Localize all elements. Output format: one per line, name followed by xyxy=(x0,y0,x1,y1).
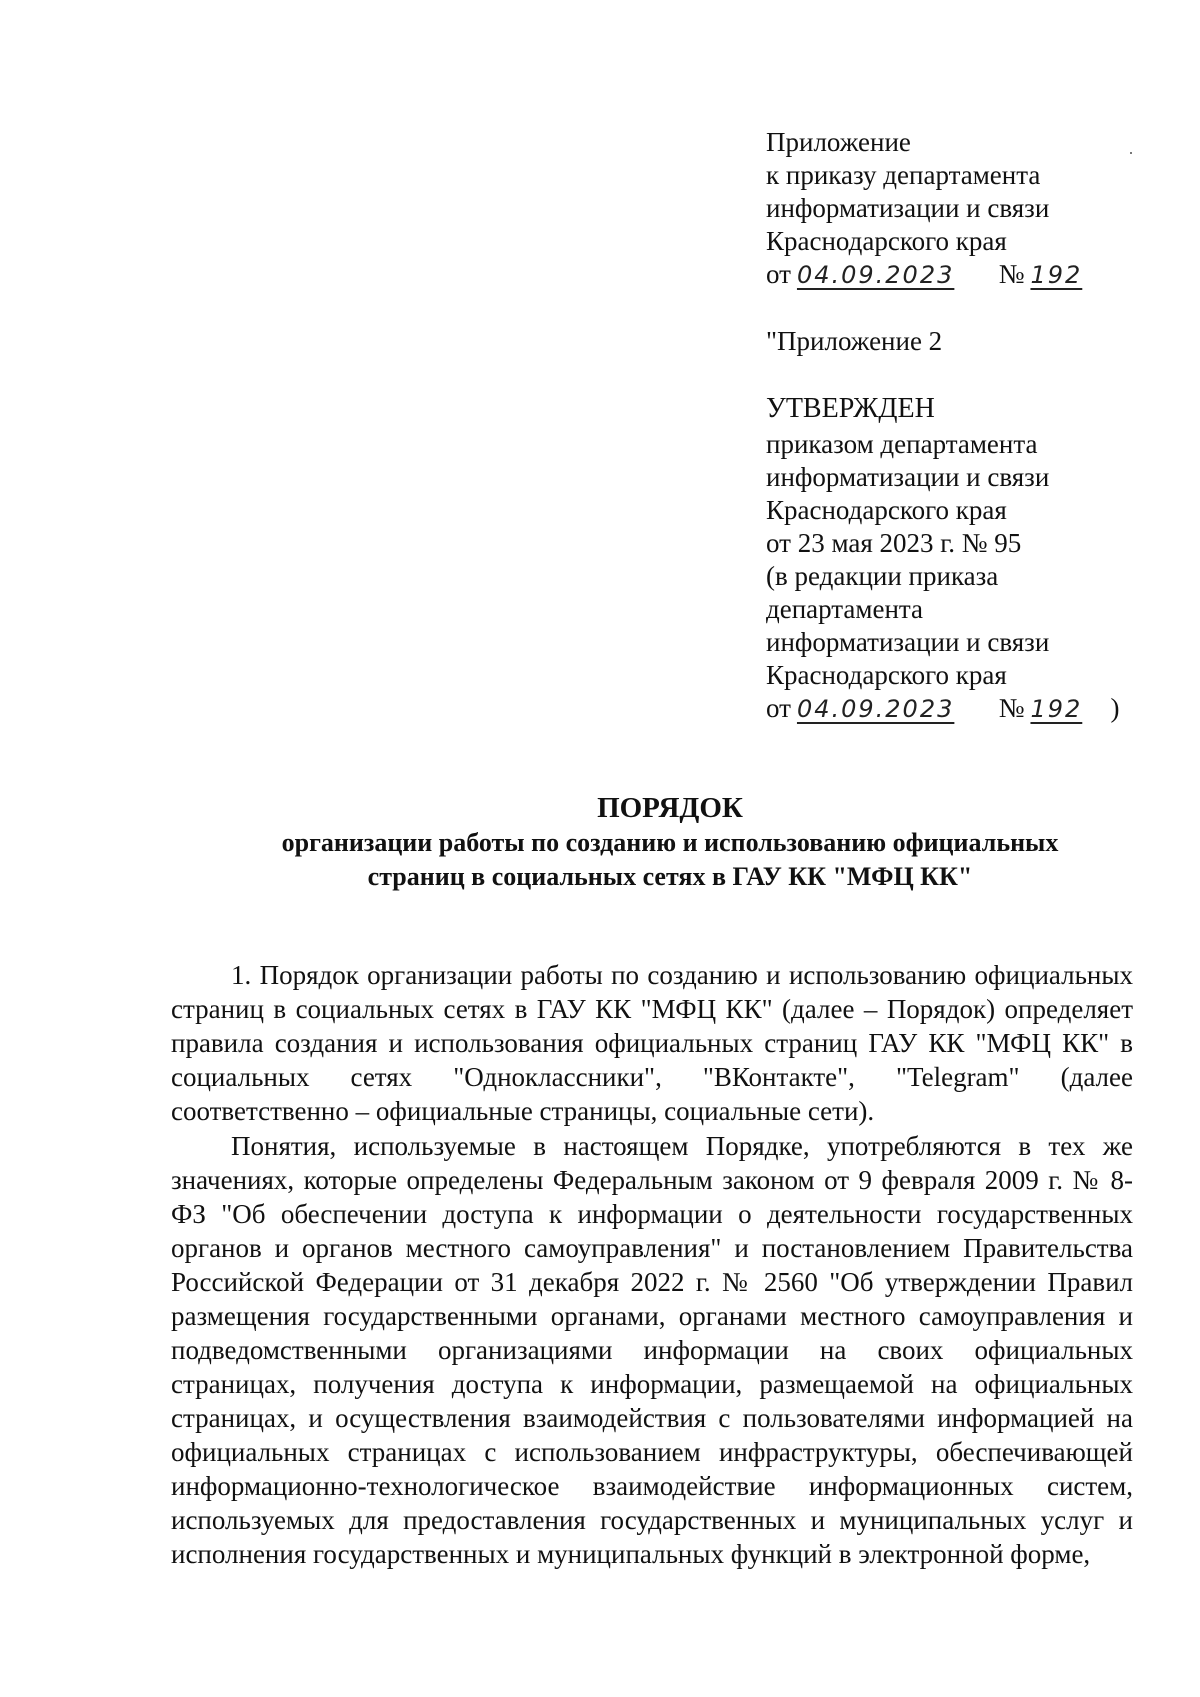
document-title xyxy=(170,790,1170,894)
approved-line: приказом департамента xyxy=(766,429,1038,459)
document-body xyxy=(171,958,1133,1571)
annex-date-line xyxy=(766,258,1110,292)
title-subtitle-line: страниц в социальных сетях в ГАУ КК "МФЦ КК" xyxy=(367,862,973,891)
approved-line: Краснодарского края xyxy=(766,660,1007,690)
paragraph: Понятия, используемые в настоящем Порядке, употребляются в тех же значениях, которые определены Федеральным законом от 9 февраля 2009 г. № 8-ФЗ "Об обеспечении доступа к информации о деятельности государственных органов и органов местного самоуправления" и постановлением Правительства Российской Федерации от 31 декабря 2022 г. № 2560 "Об утверждении Правил размещения государственными органами, органами местного самоуправления и подведомственными организациями информации на своих официальных страницах, получения доступа к информации, размещаемой на официальных страницах, и осуществления взаимодействия с пользователями информацией на официальных страницах с использованием инфраструктуры, обеспечивающей информационно-технологическое взаимодействие информационных систем, используемых для предоставления государственных и муниципальных услуг и исполнения государственных и муниципальных функций в электронной форме, xyxy=(171,1131,1133,1569)
handwritten-number: 192 xyxy=(1030,261,1083,289)
handwritten-date: 04.09.2023 xyxy=(796,261,955,289)
approved-line: информатизации и связи xyxy=(766,462,1050,492)
closing-paren: ) xyxy=(1110,693,1120,723)
number-prefix: № xyxy=(998,259,1025,289)
annex-block xyxy=(766,126,1110,292)
approved-line: информатизации и связи xyxy=(766,627,1050,657)
approved-line: департамента xyxy=(766,594,924,624)
scan-speck xyxy=(1130,152,1132,154)
date-prefix: от xyxy=(766,259,791,289)
approved-date-line xyxy=(766,692,1119,726)
title-subtitle-line: организации работы по созданию и использованию официальных xyxy=(281,828,1059,857)
approved-line: (в редакции приказа xyxy=(766,561,999,591)
annex-line: информатизации и связи xyxy=(766,193,1050,223)
annex2-label: "Приложение 2 xyxy=(766,326,943,356)
handwritten-date: 04.09.2023 xyxy=(796,695,955,723)
approved-line: от 23 мая 2023 г. № 95 xyxy=(766,528,1022,558)
approved-heading: УТВЕРЖДЕН xyxy=(766,393,935,424)
date-prefix: от xyxy=(766,693,791,723)
annex-line: к приказу департамента xyxy=(766,160,1041,190)
annex-line: Краснодарского края xyxy=(766,226,1007,256)
approved-block xyxy=(766,392,1119,726)
annex-line: Приложение xyxy=(766,127,911,157)
paragraph: 1. Порядок организации работы по созданию и использованию официальных страниц в социальных сетях в ГАУ КК "МФЦ КК" (далее – Порядок) определяет правила создания и использования официальных страниц ГАУ КК "МФЦ КК" в социальных сетях "Одноклассники", "ВКонтакте", "Telegram" (далее соответственно – официальные страницы, социальные сети). xyxy=(171,960,1133,1126)
number-prefix: № xyxy=(998,693,1025,723)
title-main: ПОРЯДОК xyxy=(597,792,743,824)
handwritten-number: 192 xyxy=(1030,695,1083,723)
approved-line: Краснодарского края xyxy=(766,495,1007,525)
